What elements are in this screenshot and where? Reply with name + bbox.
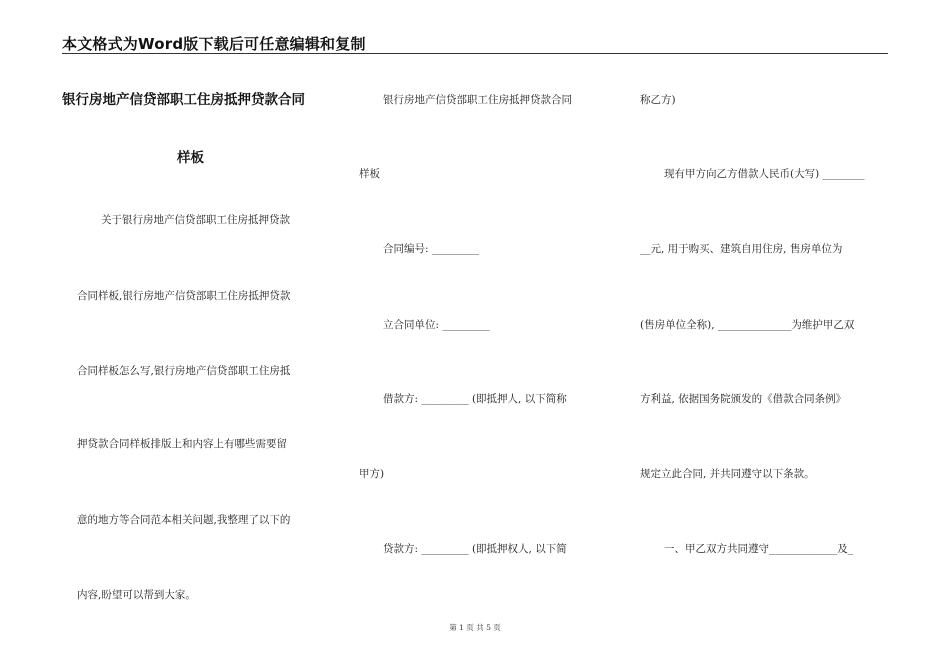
- col1-paragraph-line: 合同样板怎么写,银行房地产信贷部职工住房抵: [77, 365, 291, 377]
- col2-text-line: 甲方): [359, 468, 385, 480]
- document-title-line-1: 银行房地产信贷部职工住房抵押贷款合同: [62, 92, 305, 108]
- col3-text-line: (售房单位全称), ______________为维护甲乙双: [640, 319, 855, 331]
- col3-text-line: 称乙方): [640, 94, 676, 106]
- col1-paragraph-line: 合同样板,银行房地产信贷部职工住房抵押贷款: [77, 290, 291, 302]
- contract-number-field: 合同编号: _________: [383, 243, 480, 255]
- col3-text-line: __元, 用于购买、建筑自用住房, 售房单位为: [640, 243, 843, 255]
- col3-text-line: 方利益, 依据国务院颁发的《借款合同条例》: [640, 393, 847, 405]
- col1-paragraph-line: 押贷款合同样板排版上和内容上有哪些需要留: [77, 438, 287, 450]
- header-divider: [62, 53, 888, 54]
- col2-text-line: 银行房地产信贷部职工住房抵押贷款合同: [383, 94, 572, 106]
- contracting-party-field: 立合同单位: _________: [383, 319, 490, 331]
- lender-field: 贷款方: _________ (即抵押权人, 以下简: [383, 543, 567, 555]
- col1-paragraph-line: 关于银行房地产信贷部职工住房抵押贷款: [101, 214, 290, 226]
- page-number: 第 1 页 共 5 页: [449, 623, 501, 632]
- borrower-field: 借款方: _________ (即抵押人, 以下简称: [383, 393, 567, 405]
- col2-text-line: 样板: [359, 168, 380, 180]
- col1-paragraph-line: 意的地方等合同范本相关问题,我整理了以下的: [77, 514, 291, 526]
- document-title-line-2: 样板: [177, 150, 204, 166]
- header-title: 本文格式为Word版下载后可任意编辑和复制: [62, 35, 366, 53]
- col3-text-line: 规定立此合同, 并共同遵守以下条款。: [640, 468, 815, 480]
- col1-paragraph-line: 内容,盼望可以帮到大家。: [77, 589, 196, 601]
- col3-text-line: 现有甲方向乙方借款人民币(大写) ________: [664, 168, 865, 180]
- col3-text-line: 一、甲乙双方共同遵守_____________及_: [664, 543, 853, 555]
